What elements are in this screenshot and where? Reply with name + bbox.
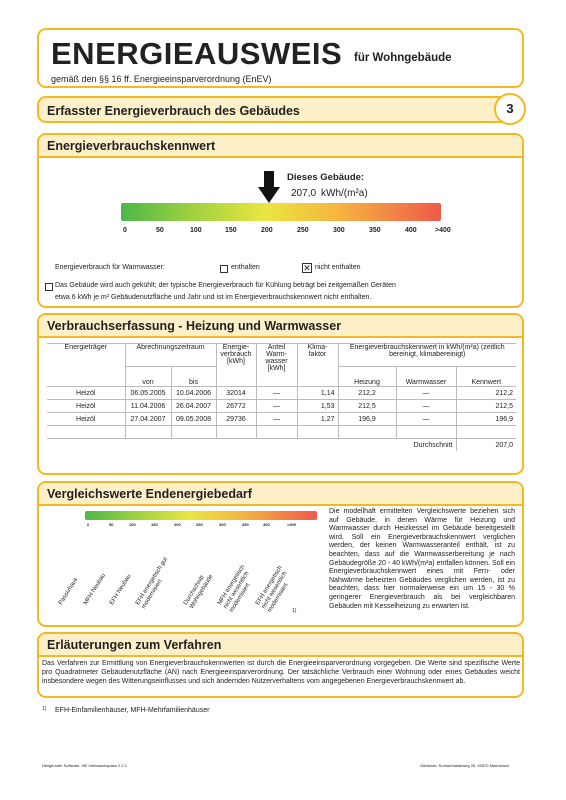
- comparison-tick-label: 300: [219, 522, 226, 527]
- comparison-tick-label: 150: [151, 522, 158, 527]
- erlaeuterung-text: Das Verfahren zur Ermittlung von Energieverbrauchskennwerten ist durch die Energieeinsparverordnung vorgegeben. Die Werte sind spezifische Werte pro Quadratmeter Gebäudenutzfläche (AN) nach Energieeinsparverordnung. Der tatsächliche Verbrauch einer Wohnung oder eines Gebäudes weicht insbesondere wegen des Witterungseinflusses und sich ändernden Nutzerverhaltens vom angegebenen Energieverbrauchskennwert ab.: [42, 660, 520, 685]
- table-cell: —: [256, 387, 297, 400]
- comparison-tick-label: 350: [242, 522, 249, 527]
- comparison-tick-label: >400: [287, 522, 297, 527]
- cooling-note-2: etwa 6 kWh je m² Gebäudenutzfläche und Jahr und ist im Energieverbrauchskennwert nicht enthalten.: [55, 294, 372, 301]
- table-average-row: [47, 439, 516, 452]
- warmwater-label: Energieverbrauch für Warmwasser:: [55, 264, 165, 271]
- table-cell: 212,2: [338, 387, 396, 400]
- checkbox-cooling[interactable]: [45, 283, 53, 291]
- comparison-tick-label: 250: [196, 522, 203, 527]
- table-header-row: [47, 344, 516, 367]
- energy-scale-bar: [121, 203, 441, 221]
- scale-tick-label: 400: [405, 227, 417, 234]
- table-cell: 1,14: [297, 387, 338, 400]
- table-cell: —: [396, 387, 456, 400]
- scale-tick-label: 250: [297, 227, 309, 234]
- erlaeuterung-header: [39, 634, 522, 657]
- table-row: [47, 413, 516, 426]
- table-cell: 26772: [216, 400, 256, 413]
- footer-right: Gebäude: Sonnenhaldeweg 26, 40670 Meerbusch: [420, 763, 510, 768]
- th-bis: bis: [171, 367, 216, 387]
- title-sub: für Wohngebäude: [354, 52, 452, 64]
- table-cell: Heizöl: [47, 413, 125, 426]
- down-arrow-icon: [258, 171, 280, 203]
- scale-tick-label: 50: [156, 227, 164, 234]
- scale-tick-label: 0: [123, 227, 127, 234]
- title-box: [37, 28, 524, 88]
- section-bar: [37, 96, 524, 123]
- table-cell: 11.04.2006: [125, 400, 171, 413]
- checkbox-enthalten[interactable]: [220, 265, 228, 273]
- table-row: [47, 387, 516, 400]
- building-label: Dieses Gebäude:: [287, 172, 365, 183]
- footnote-marker: 1): [42, 706, 47, 712]
- checkbox-nicht-enthalten[interactable]: ✕: [303, 263, 311, 273]
- comparison-tick-label: 100: [129, 522, 136, 527]
- page-number-badge: [494, 93, 526, 125]
- comparison-tick-label: 400: [263, 522, 270, 527]
- footer-left: Heilgenroth Software, HE Verbrauchspass 2.2.1: [42, 763, 127, 768]
- th-zeitraum: Abrechnungszeitraum: [125, 344, 216, 367]
- kennwert-header-label: Energieverbrauchskennwert: [47, 139, 216, 153]
- page-number: 3: [506, 101, 514, 116]
- table-cell: 212,5: [456, 400, 516, 413]
- table-cell: 10.04.2006: [171, 387, 216, 400]
- table-cell: 29736: [216, 413, 256, 426]
- th-kennwert: Kennwert: [456, 367, 516, 387]
- building-value: 207,0: [291, 188, 317, 199]
- title-main: ENERGIEAUSWEIS: [51, 36, 343, 71]
- comparison-label: Durchschnitt Wohngebäude: [183, 573, 215, 610]
- table-cell: 212,5: [338, 400, 396, 413]
- comparison-scale-bar: [85, 511, 317, 520]
- table-cell: 09.05.2008: [171, 413, 216, 426]
- kennwert-box: [37, 133, 524, 308]
- vergleich-text: Die modellhaft ermittelten Vergleichswerte beziehen sich auf Gebäude, in denen Wärme für Heizung und Warmwasser durch Heizkessel im Gebäude bereitgestellt wird. Soll ein Energieverbrauchskennwert verglichen werden, der keinen Warmwasseranteil enthält, ist zu beachten, dass auf die Warmwasserbereitung je nach Gebäudegröße 20 - 40 kWh/(m²a) entfallen können. Soll ein Energieverbrauchskennwert eines mit Fern- oder Nahwärme beheizten Gebäudes verglichen werden, ist zu beachten, dass hier normalerweise ein um 15 - 30 % geringerer Energieverbrauch als bei vergleichbaren Gebäuden mit Kesselheizung zu erwarten ist.: [329, 508, 515, 610]
- scale-tick-label: 150: [225, 227, 237, 234]
- table-empty-row: [47, 426, 516, 439]
- comparison-tick-label: 50: [109, 522, 114, 527]
- cooling-note-1: Das Gebäude wird auch gekühlt; der typische Energieverbrauch für Kühlung beträgt bei zeitgemäßen Geräten: [55, 282, 396, 289]
- durchschnitt-label: Durchschnitt: [47, 439, 456, 452]
- comparison-label: EFH energetisch gut modernisiert: [135, 556, 170, 610]
- table-row: [47, 400, 516, 413]
- scale-tick-label: 100: [190, 227, 202, 234]
- table-cell: —: [256, 413, 297, 426]
- building-unit: kWh/(m²a): [321, 188, 368, 199]
- th-klima: Klima-faktor: [297, 344, 338, 387]
- table-cell: 06.05.2005: [125, 387, 171, 400]
- th-heizung: Heizung: [338, 367, 396, 387]
- table-cell: Heizöl: [47, 400, 125, 413]
- th-kennwert-group: Energieverbrauchskennwert in kWh/(m²a) (zeitlich bereinigt, klimabereinigt): [338, 344, 516, 367]
- table-cell: —: [396, 413, 456, 426]
- vergleich-header: [39, 483, 522, 506]
- th-energietraeger: Energieträger: [47, 344, 125, 387]
- scale-tick-label: 200: [261, 227, 273, 234]
- verbrauch-header: [39, 315, 522, 338]
- comparison-label: MFH Neubau: [83, 572, 107, 607]
- comparison-tick-label: 200: [174, 522, 181, 527]
- scale-tick-label: >400: [435, 227, 451, 234]
- vergleich-box: [37, 481, 524, 627]
- table-cell: —: [396, 400, 456, 413]
- table-cell: Heizöl: [47, 387, 125, 400]
- kennwert-header: [39, 135, 522, 158]
- table-cell: 196,9: [456, 413, 516, 426]
- table-cell: 196,9: [338, 413, 396, 426]
- table-cell: 1,53: [297, 400, 338, 413]
- section-title: Erfasster Energieverbrauch des Gebäudes: [47, 104, 300, 118]
- th-warmwasser: Warmwasser: [396, 367, 456, 387]
- table-cell: 1,27: [297, 413, 338, 426]
- table-cell: —: [256, 400, 297, 413]
- label-enthalten: enthalten: [231, 264, 260, 271]
- table-cell: 32014: [216, 387, 256, 400]
- title-law: gemäß den §§ 16 ff. Energieeinsparverordnung (EnEV): [51, 74, 272, 84]
- table-cell: 26.04.2007: [171, 400, 216, 413]
- comparison-label: EFH Neubau: [109, 573, 133, 607]
- comparison-tick-label: 0: [87, 522, 90, 527]
- th-energieverbrauch: Energie-verbrauch [kWh]: [216, 344, 256, 387]
- comparison-label: Passivhaus: [58, 576, 80, 607]
- vergleich-header-label: Vergleichswerte Endenergiebedarf: [47, 487, 252, 501]
- scale-tick-label: 350: [369, 227, 381, 234]
- erlaeuterung-header-label: Erläuterungen zum Verfahren: [47, 638, 222, 652]
- footnote-text: EFH-Einfamilienhäuser, MFH-Mehrfamilienhäuser: [55, 707, 210, 714]
- durchschnitt-value: 207,0: [456, 439, 516, 452]
- comparison-label: EFH energetisch nicht wesentlich modernisiert: [255, 565, 290, 614]
- th-anteil: Anteil Warm-wasser [kWh]: [256, 344, 297, 387]
- verbrauch-table: [47, 343, 516, 451]
- verbrauch-box: [37, 313, 524, 475]
- label-nicht-enthalten: nicht enthalten: [315, 264, 361, 271]
- table-cell: 212,2: [456, 387, 516, 400]
- vergleich-footnote-marker: 1): [292, 608, 297, 614]
- scale-tick-label: 300: [333, 227, 345, 234]
- table-cell: 27.04.2007: [125, 413, 171, 426]
- verbrauch-header-label: Verbrauchserfassung - Heizung und Warmwasser: [47, 319, 342, 333]
- th-von: von: [125, 367, 171, 387]
- comparison-label: MFH energetisch nicht wesentlich modernisiert: [217, 564, 252, 614]
